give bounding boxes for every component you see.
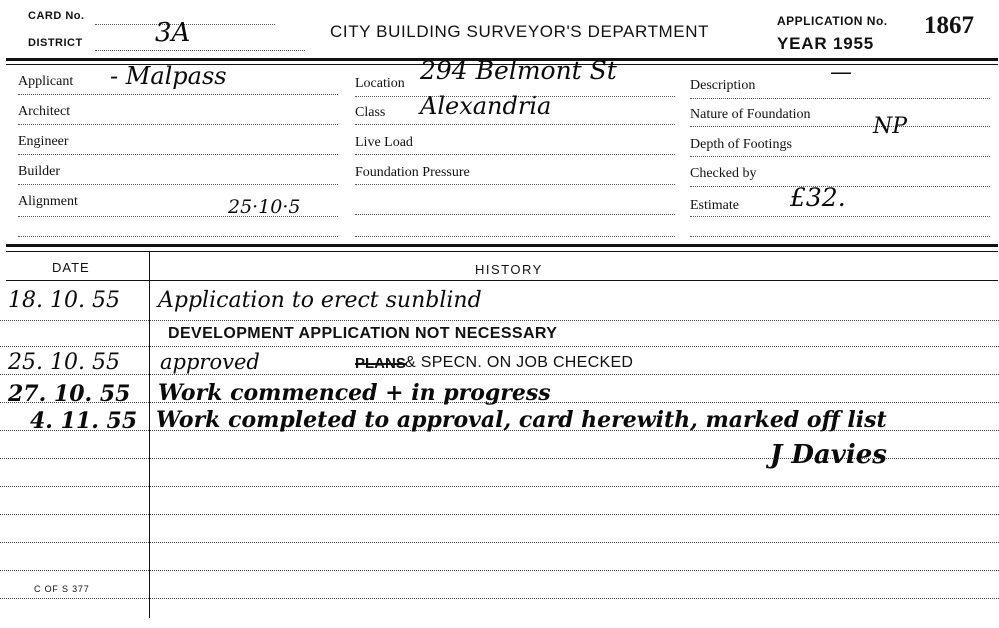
depth-of-footings-label: Depth of Footings <box>690 137 792 152</box>
history-ruling <box>0 598 999 599</box>
date-column-header: DATE <box>52 260 90 275</box>
applicant-value: - Malpass <box>110 62 227 90</box>
history-entry-text: approved <box>160 350 260 374</box>
engineer-line <box>18 154 338 155</box>
date-column-divider <box>149 252 150 618</box>
estimate-value: £32. <box>790 183 846 212</box>
description-value: — <box>830 60 852 85</box>
alignment-line-2 <box>18 236 338 237</box>
depth-of-footings-value: NP <box>873 114 908 139</box>
history-stamp-struck: PLANS <box>355 355 406 372</box>
application-no-value: 1867 <box>924 12 974 39</box>
history-entry-text: Work completed to approval, card herewith, marked off list <box>156 407 887 433</box>
history-date: 18. 10. 55 <box>8 288 120 313</box>
district-value: 3A <box>155 18 191 48</box>
live-load-label: Live Load <box>355 135 413 150</box>
foundation-pressure-line <box>355 184 675 185</box>
history-ruling <box>0 320 999 321</box>
nature-of-foundation-line <box>690 126 990 127</box>
application-no-label: APPLICATION No. <box>777 14 888 28</box>
foundation-pressure-label: Foundation Pressure <box>355 165 470 180</box>
history-entry-text: Application to erect sunblind <box>158 288 482 313</box>
history-date: 27. 10. 55 <box>8 381 131 407</box>
location-value: 294 Belmont St <box>420 56 617 85</box>
history-date: 4. 11. 55 <box>30 408 138 434</box>
history-header-underline <box>6 280 998 281</box>
applicant-line <box>18 94 338 95</box>
history-date: 25. 10. 55 <box>8 350 120 375</box>
history-stamp: DEVELOPMENT APPLICATION NOT NECESSARY <box>168 325 558 342</box>
district-line <box>95 50 305 51</box>
history-ruling <box>0 346 999 347</box>
estimate-line <box>690 216 990 217</box>
history-ruling <box>0 570 999 571</box>
history-ruling <box>0 486 999 487</box>
depth-of-footings-line <box>690 156 990 157</box>
alignment-value: 25·10·5 <box>228 196 301 218</box>
district-label: DISTRICT <box>28 37 83 49</box>
alignment-line <box>18 216 338 217</box>
year-label: YEAR 1955 <box>777 34 874 53</box>
class-value: Alexandria <box>420 92 552 120</box>
history-top-rule <box>6 244 998 247</box>
history-ruling <box>0 514 999 515</box>
card-no-label: CARD No. <box>28 10 85 22</box>
description-line <box>690 98 990 99</box>
checked-by-label: Checked by <box>690 166 757 181</box>
location-label: Location <box>355 76 405 91</box>
history-ruling <box>0 374 999 375</box>
class-line <box>355 124 675 125</box>
history-entry-text: Work commenced + in progress <box>158 380 551 406</box>
department-title: CITY BUILDING SURVEYOR'S DEPARTMENT <box>330 22 710 41</box>
engineer-label: Engineer <box>18 134 69 149</box>
class-label: Class <box>355 105 386 120</box>
history-ruling <box>0 542 999 543</box>
history-stamp-text: & SPECN. ON JOB CHECKED <box>405 354 634 371</box>
alignment-label: Alignment <box>18 194 78 209</box>
applicant-label: Applicant <box>18 74 74 89</box>
col2-line-6 <box>355 236 675 237</box>
architect-line <box>18 124 338 125</box>
history-top-rule-thin <box>6 251 998 252</box>
form-code: C OF S 377 <box>34 584 90 594</box>
description-label: Description <box>690 78 756 93</box>
builder-line <box>18 184 338 185</box>
col2-line-5 <box>355 214 675 215</box>
estimate-label: Estimate <box>690 198 739 213</box>
signature: J Davies <box>770 440 887 470</box>
live-load-line <box>355 154 675 155</box>
builder-label: Builder <box>18 164 60 179</box>
history-column-header: HISTORY <box>475 262 543 277</box>
nature-of-foundation-label: Nature of Foundation <box>690 107 811 122</box>
architect-label: Architect <box>18 104 71 119</box>
col3-line-6 <box>690 236 990 237</box>
